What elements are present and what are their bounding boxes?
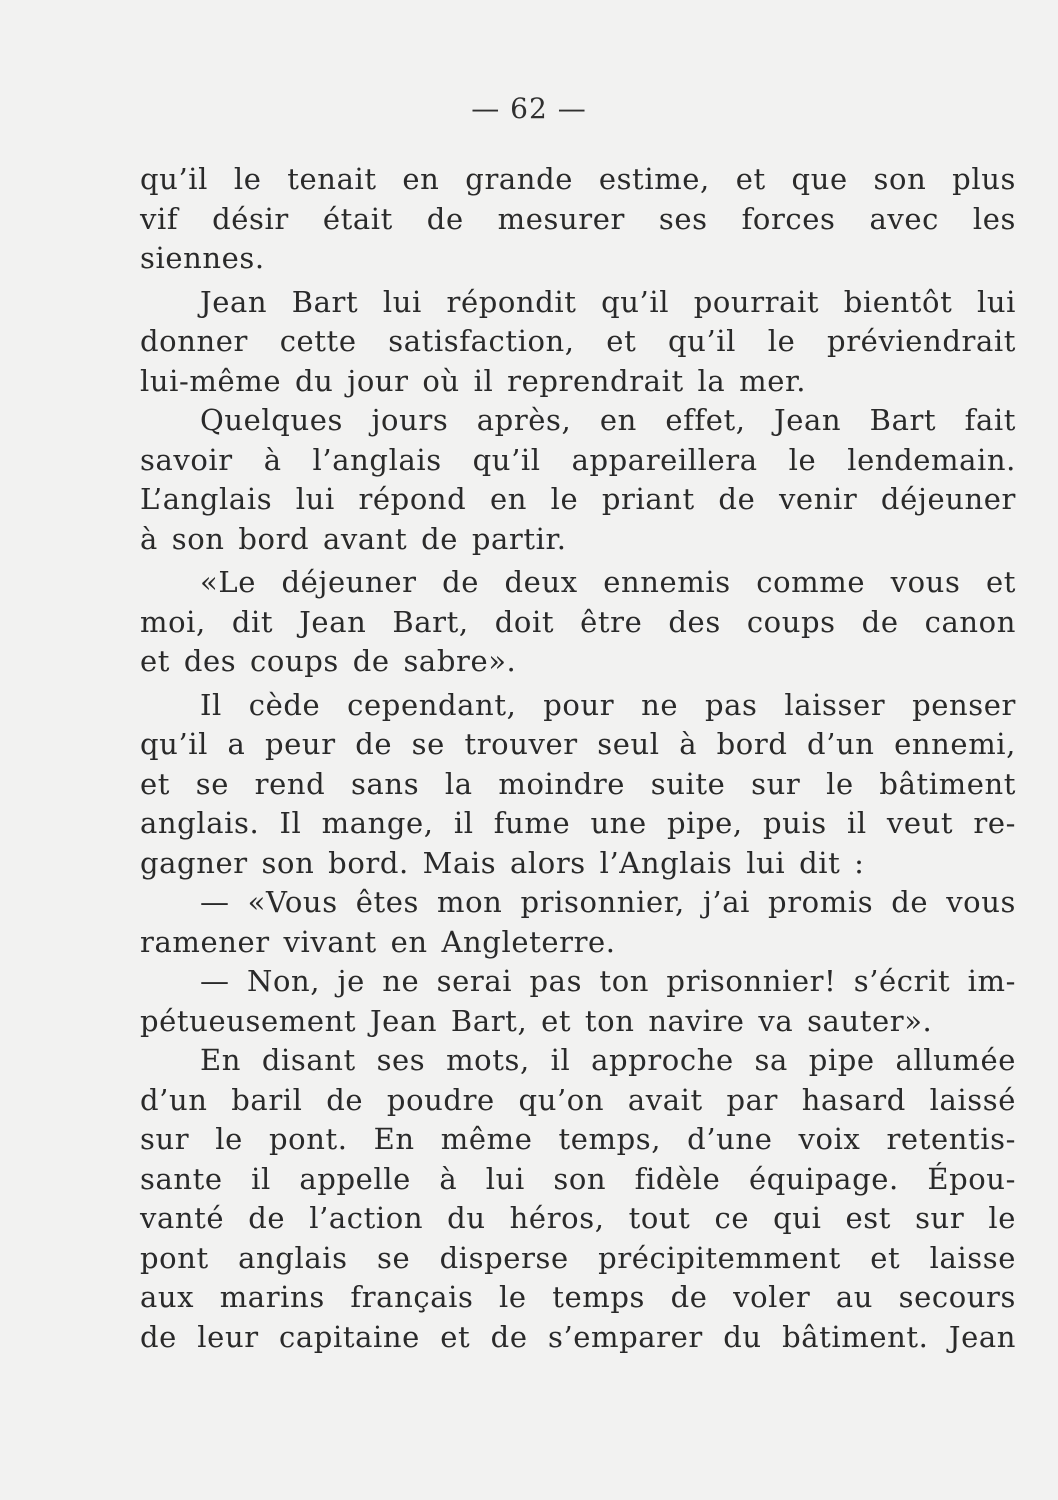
paragraph	[140, 883, 1016, 962]
text-line: savoir à l’anglais qu’il appareillera le lendemain.	[140, 442, 1016, 477]
paragraph	[140, 1041, 1016, 1357]
paragraph	[140, 563, 1016, 682]
text-line: vanté de l’action du héros, tout ce qui est sur le	[140, 1201, 1016, 1235]
text-line: sante il appelle à lui son fidèle équipage. Épou-	[140, 1161, 1016, 1196]
page-number: — 62 —	[471, 92, 587, 125]
text-line: moi, dit Jean Bart, doit être des coups de canon	[140, 604, 1016, 639]
text-line: Jean Bart lui répondit qu’il pourrait bientôt lui	[200, 284, 1016, 319]
text-line: — Non, je ne serai pas ton prisonnier! s’écrit im-	[200, 964, 1016, 998]
text-line: pétueusement Jean Bart, et ton navire va sauter».	[140, 1003, 933, 1038]
text-line: L’anglais lui répond en le priant de venir déjeuner	[140, 482, 1016, 516]
text-line: pont anglais se disperse précipitemment et laisse	[140, 1240, 1016, 1275]
paragraph	[140, 401, 1016, 559]
text-line: anglais. Il mange, il fume une pipe, puis il veut re-	[140, 806, 1016, 840]
text-line: et des coups de sabre».	[140, 644, 517, 678]
text-line: gagner son bord. Mais alors l’Anglais lui dit :	[140, 845, 865, 880]
text-line: lui-même du jour où il reprendrait la mer.	[140, 363, 807, 398]
text-line: de leur capitaine et de s’emparer du bâtiment. Jean	[140, 1319, 1016, 1354]
paragraph	[140, 686, 1016, 884]
text-line: qu’il le tenait en grande estime, et que son plus	[140, 162, 1016, 196]
text-line: donner cette satisfaction, et qu’il le préviendrait	[140, 324, 1016, 358]
text-line: vif désir était de mesurer ses forces avec les	[140, 201, 1016, 236]
text-line: aux marins français le temps de voler au secours	[140, 1280, 1016, 1314]
text-line: — «Vous êtes mon prisonnier, j’ai promis de vous	[200, 885, 1016, 919]
text-line: siennes.	[140, 241, 265, 275]
text-line: Quelques jours après, en effet, Jean Bart fait	[200, 403, 1016, 437]
text-line: et se rend sans la moindre suite sur le bâtiment	[140, 766, 1016, 801]
text-line: à son bord avant de partir.	[140, 521, 567, 556]
paragraph	[140, 962, 1016, 1041]
text-line: ramener vivant en Angleterre.	[140, 924, 616, 959]
paragraph	[140, 160, 1016, 279]
text-line: sur le pont. En même temps, d’une voix retentis-	[140, 1122, 1016, 1156]
text-line: En disant ses mots, il approche sa pipe allumée	[200, 1043, 1016, 1077]
text-line: d’un baril de poudre qu’on avait par hasard laissé	[140, 1082, 1016, 1117]
text-line: «Le déjeuner de deux ennemis comme vous et	[200, 565, 1016, 599]
text-line: qu’il a peur de se trouver seul à bord d’un ennemi,	[140, 727, 1016, 761]
paragraph	[140, 283, 1016, 402]
text-line: Il cède cependant, pour ne pas laisser penser	[200, 687, 1016, 722]
body-text	[140, 160, 1016, 1357]
